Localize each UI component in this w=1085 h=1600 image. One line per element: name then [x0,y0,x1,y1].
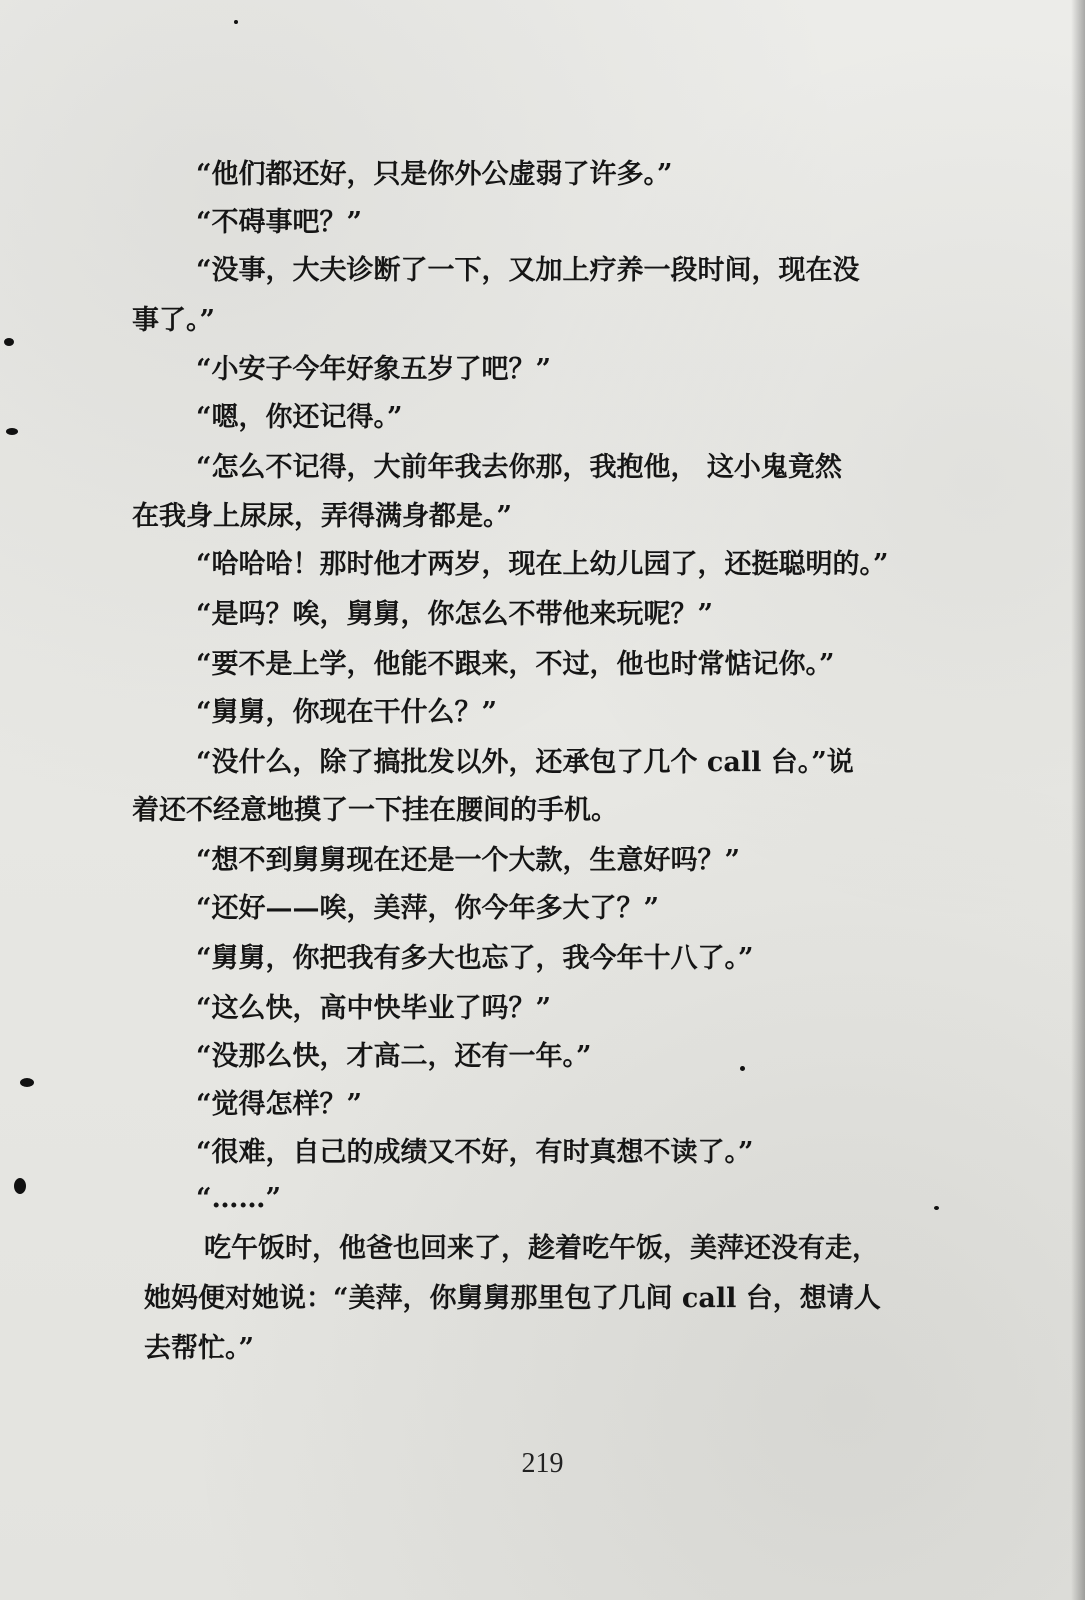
text-line: “要不是上学，他能不跟来，不过，他也时常惦记你。” [196,649,835,680]
text-line: “哈哈哈！那时他才两岁，现在上幼儿园了，还挺聪明的。” [196,549,889,580]
text-line: “怎么不记得，大前年我去你那，我抱他， 这小鬼竟然 [196,452,842,483]
text-line: 吃午饭时，他爸也回来了，趁着吃午饭，美萍还没有走， [204,1233,879,1264]
text-line: “……” [196,1183,282,1214]
text-line: “这么快，高中快毕业了吗？” [196,993,552,1024]
text-line: “是吗？唉，舅舅，你怎么不带他来玩呢？” [196,599,714,630]
text-line: “不碍事吧？” [196,207,363,238]
scan-speck [740,1066,745,1071]
scan-speck [234,20,238,24]
text-line: “觉得怎样？” [196,1089,363,1120]
text-line: “很难，自己的成绩又不好，有时真想不读了。” [196,1137,754,1168]
text-line: “没什么，除了搞批发以外，还承包了几个 call 台。”说 [196,747,854,778]
scan-speck [14,1178,26,1194]
text-line: “小安子今年好象五岁了吧？” [196,354,552,385]
text-line: “还好——唉，美萍，你今年多大了？” [196,893,660,924]
scan-speck [6,428,18,435]
text-line: “舅舅，你现在干什么？” [196,697,498,728]
text-line: 着还不经意地摸了一下挂在腰间的手机。 [132,795,618,826]
page-number: 219 [521,1448,564,1479]
text-line: 在我身上尿尿，弄得满身都是。” [132,501,513,532]
text-line: “没那么快，才高二，还有一年。” [196,1041,592,1072]
text-line: “嗯，你还记得。” [196,402,403,433]
text-line: 去帮忙。” [144,1333,255,1364]
text-line: 事了。” [132,305,216,336]
text-line: “舅舅，你把我有多大也忘了，我今年十八了。” [196,943,754,974]
text-line: 她妈便对她说：“美萍，你舅舅那里包了几间 call 台，想请人 [144,1283,881,1314]
text-line: “他们都还好，只是你外公虚弱了许多。” [196,159,673,190]
page-edge-shadow [1071,0,1085,1600]
scan-speck [20,1078,34,1087]
scan-speck [934,1206,939,1210]
text-line: “想不到舅舅现在还是一个大款，生意好吗？” [196,845,741,876]
text-line: “没事，大夫诊断了一下，又加上疗养一段时间，现在没 [196,255,860,286]
scan-speck [4,338,14,346]
